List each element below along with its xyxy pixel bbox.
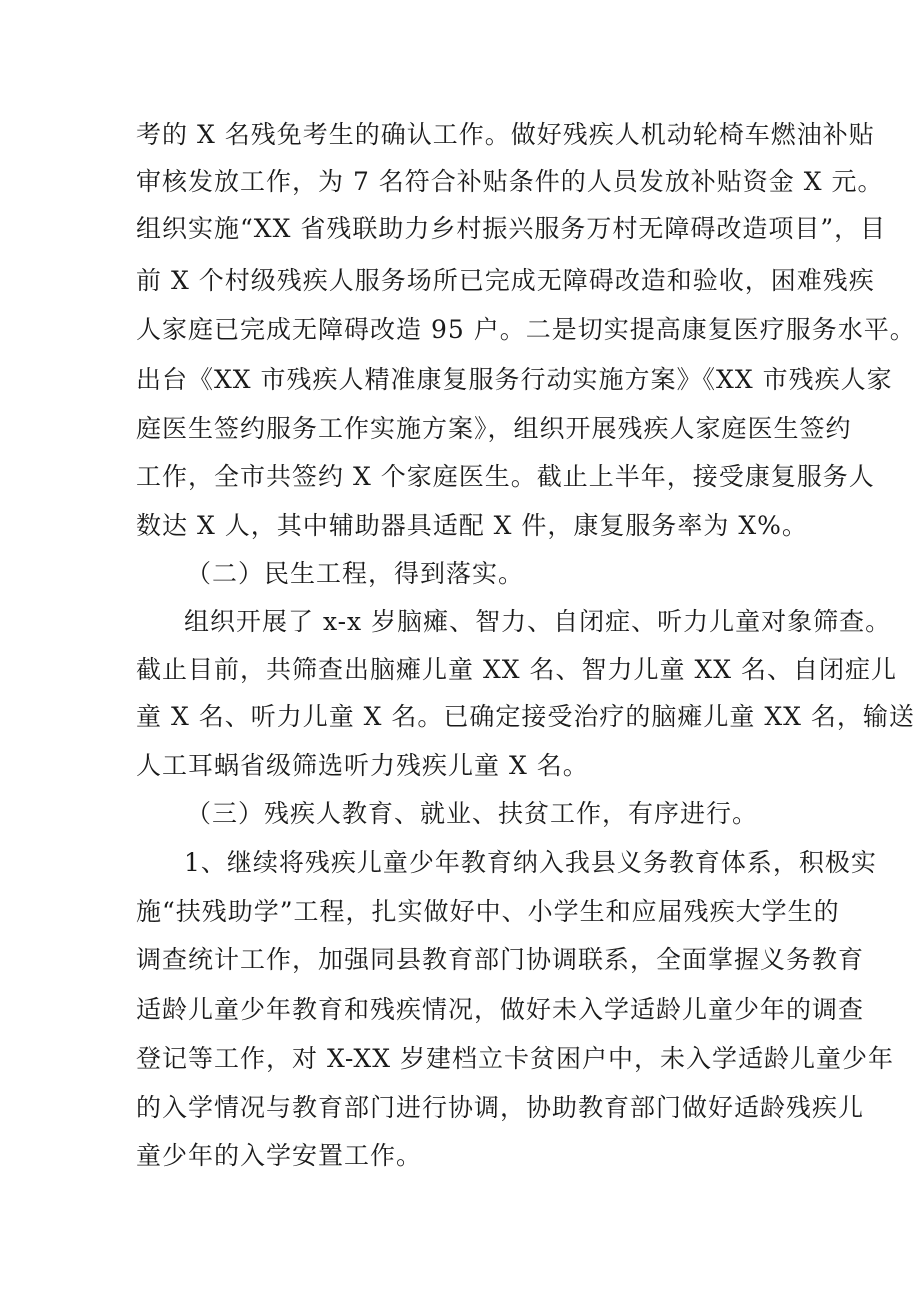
section-heading: （二）民生工程，得到落实。: [186, 559, 525, 588]
section-heading: （三）残疾人教育、就业、扶贫工作，有序进行。: [186, 799, 759, 828]
text-line: 施“扶残助学”工程，扎实做好中、小学生和应届残疾大学生的: [136, 897, 840, 926]
text-line: 组织开展了 x-x 岁脑瘫、智力、自闭症、听力儿童对象筛查。: [184, 607, 892, 636]
text-line: 庭医生签约服务工作实施方案》，组织开展残疾人家庭医生签约: [136, 414, 852, 443]
text-line: 工作，全市共签约 X 个家庭医生。截止上半年，接受康复服务人: [136, 462, 875, 491]
text-line: 审核发放工作，为 7 名符合补贴条件的人员发放补贴资金 X 元。: [136, 167, 884, 196]
text-line: 童 X 名、听力儿童 X 名。已确定接受治疗的脑瘫儿童 XX 名，输送: [136, 702, 915, 731]
text-line: 人工耳蜗省级筛选听力残疾儿童 X 名。: [136, 751, 589, 780]
text-line: 的入学情况与教育部门进行协调，协助教育部门做好适龄残疾儿: [136, 1093, 865, 1122]
text-line: 人家庭已完成无障碍改造 95 户。二是切实提高康复医疗服务水平。: [136, 315, 916, 344]
text-line: 登记等工作，对 X-XX 岁建档立卡贫困户中，未入学适龄儿童少年: [136, 1044, 894, 1073]
text-line: 组织实施“XX 省残联助力乡村振兴服务万村无障碍改造项目”，目: [136, 214, 887, 243]
text-line: 考的 X 名残免考生的确认工作。做好残疾人机动轮椅车燃油补贴: [136, 120, 875, 149]
text-line: 截止目前，共筛查出脑瘫儿童 XX 名、智力儿童 XX 名、自闭症儿: [136, 655, 897, 684]
text-line: 1、继续将残疾儿童少年教育纳入我县义务教育体系，积极实: [184, 848, 877, 877]
text-line: 适龄儿童少年教育和残疾情况，做好未入学适龄儿童少年的调查: [136, 995, 865, 1024]
text-line: 前 X 个村级残疾人服务场所已完成无障碍改造和验收，困难残疾: [136, 266, 875, 295]
text-line: 数达 X 人，其中辅助器具适配 X 件，康复服务率为 X%。: [136, 511, 808, 540]
text-line: 调查统计工作，加强同县教育部门协调联系，全面掌握义务教育: [136, 945, 865, 974]
text-line: 出台《XX 市残疾人精准康复服务行动实施方案》《XX 市残疾人家: [136, 365, 893, 394]
text-line: 童少年的入学安置工作。: [136, 1141, 423, 1170]
